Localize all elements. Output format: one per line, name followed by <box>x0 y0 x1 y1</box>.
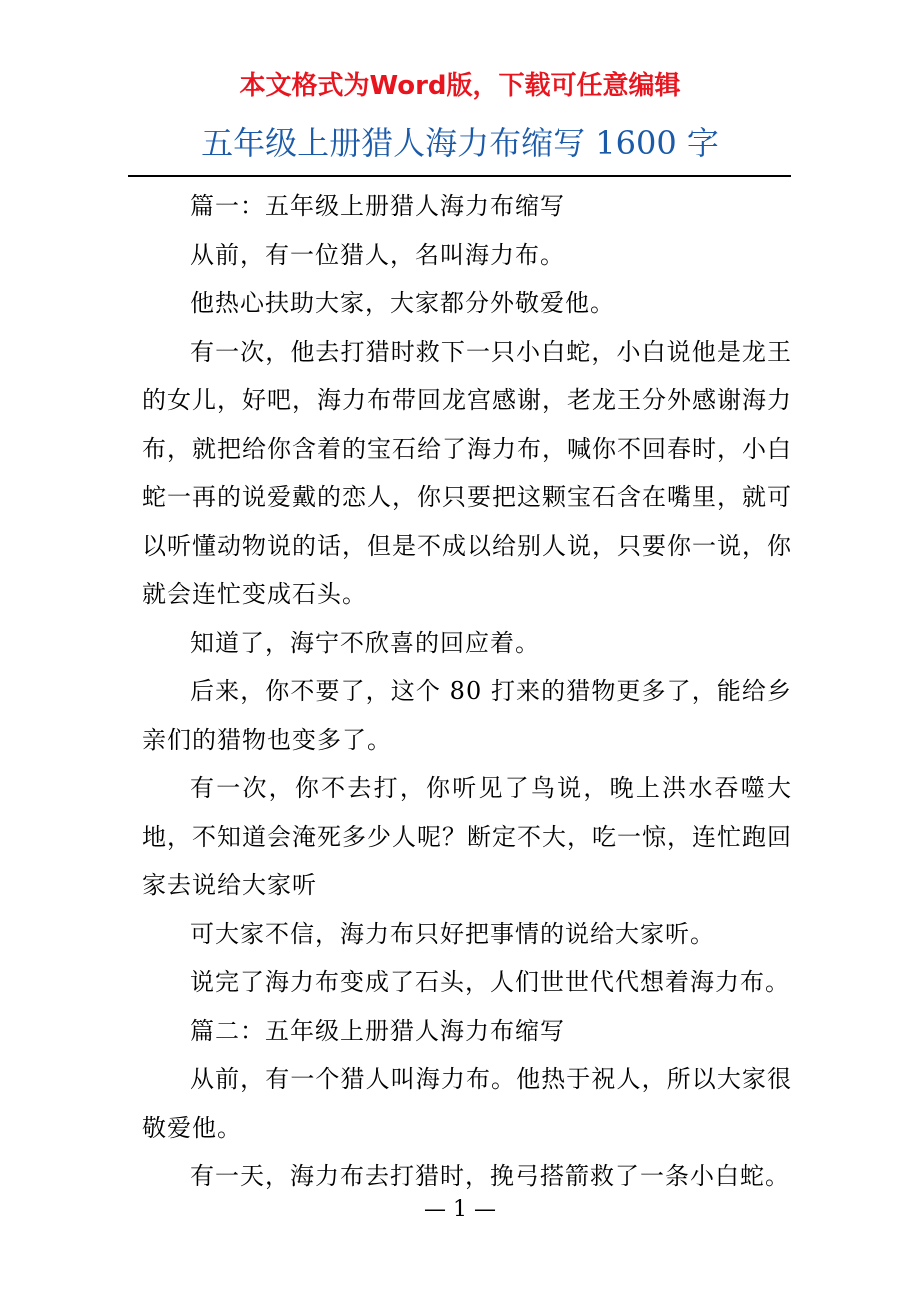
section-heading-2: 篇二：五年级上册猎人海力布缩写 <box>190 1016 565 1045</box>
paragraph: 有一次，你不去打，你听见了鸟说，晚上洪水吞噬大地，不知道会淹死多少人呢？断定不大，吃一惊，连忙跑回家去说给大家听 <box>142 774 792 899</box>
document-title: 五年级上册猎人海力布缩写 1600 字 <box>201 124 719 162</box>
paragraph: 他热心扶助大家，大家都分外敬爱他。 <box>190 289 615 317</box>
paragraph: 可大家不信，海力布只好把事情的说给大家听。 <box>190 919 715 948</box>
section-heading-1: 篇一：五年级上册猎人海力布缩写 <box>190 192 565 220</box>
page-number: — 1 — <box>424 1197 496 1222</box>
paragraph: 说完了海力布变成了石头，人们世世代代想着海力布。 <box>190 968 790 996</box>
document-body <box>142 182 792 1201</box>
paragraph: 有一次，他去打猎时救下一只小白蛇，小白说他是龙王的女儿，好吧，海力布带回龙宫感谢，老龙王分外感谢海力布，就把给你含着的宝石给了海力布，喊你不回春时，小白蛇一再的说爱戴的恋人，你只要把这颗宝石含在嘴里，就可以听懂动物说的话，但是不成以给别人说，只要你一说，你就会连忙变成石头。 <box>142 337 792 608</box>
title-divider <box>128 175 791 177</box>
document-banner: 本文格式为Word版，下载可任意编辑 <box>239 71 681 101</box>
paragraph: 有一天，海力布去打猎时，挽弓搭箭救了一条小白蛇。 <box>190 1162 790 1190</box>
paragraph: 从前，有一位猎人，名叫海力布。 <box>190 240 565 269</box>
paragraph: 后来，你不要了，这个 80 打来的猎物更多了，能给乡亲们的猎物也变多了。 <box>142 677 792 754</box>
paragraph: 知道了，海宁不欣喜的回应着。 <box>190 628 540 657</box>
paragraph: 从前，有一个猎人叫海力布。他热于祝人，所以大家很敬爱他。 <box>142 1065 792 1142</box>
